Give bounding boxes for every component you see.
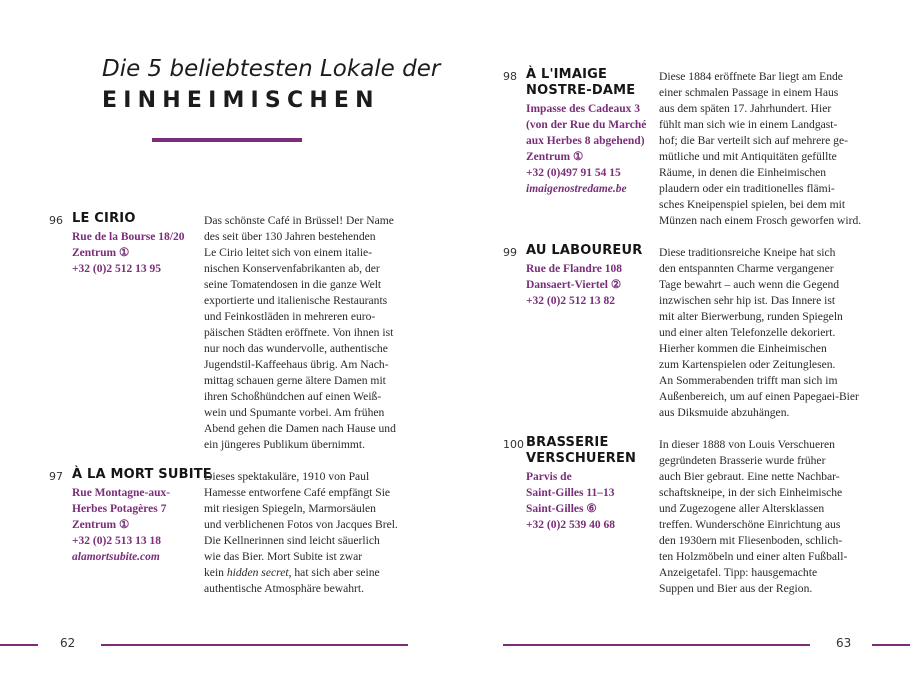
entry-description [659, 437, 847, 597]
desc-line: wein und Spumante vorbei. Am frühen [204, 406, 385, 419]
entry-name-line: NOSTRE-DAME [526, 83, 636, 98]
district-line: Saint-Gilles ⑥ [526, 503, 597, 515]
page-heading-line2: EINHEIMISCHEN [102, 88, 380, 113]
district-line: Zentrum ① [526, 151, 584, 163]
desc-line: Außenbereich, um auf einen Papegaei-Bier [659, 390, 859, 403]
desc-line: fühlt man sich wie in einem Landgast- [659, 118, 838, 131]
desc-italic-text: hidden secret [226, 566, 289, 579]
address-line: Impasse des Cadeaux 3 [526, 103, 641, 115]
desc-line: An Sommerabenden trifft man sich im [659, 374, 838, 387]
entry-description [204, 213, 396, 453]
desc-line: ein jüngeres Publikum übernimmt. [204, 438, 366, 451]
desc-line: den entspannten Charme vergangener [659, 262, 834, 275]
desc-line: schaftskneipe, in der sich Einheimische [659, 486, 843, 499]
entry-name-line: BRASSERIE [526, 435, 609, 450]
desc-line: Münzen nach einem Frosch geworfen wird. [659, 214, 862, 227]
desc-line: mittag schauen gerne ältere Damen mit [204, 374, 386, 387]
entry-name [526, 67, 635, 99]
desc-line: mit riesigen Spiegeln, Marmorsäulen [204, 502, 376, 515]
address-line: Rue Montagne-aux- [72, 487, 171, 499]
desc-line: gegründeten Brasserie wurde früher [659, 454, 826, 467]
address-line: Saint-Gilles 11–13 [526, 487, 615, 499]
desc-line: Hierher kommen die Einheimischen [659, 342, 827, 355]
desc-line: exportierte und italienische Restaurants [204, 294, 388, 307]
desc-text: , hat sich aber seine [288, 566, 380, 579]
right-page-number: 63 [836, 636, 852, 650]
phone-line: +32 (0)497 91 54 15 [526, 167, 621, 179]
desc-line: Abend gehen die Damen nach Hause und [204, 422, 396, 435]
desc-line: Dieses spektakuläre, 1910 von Paul [204, 470, 370, 483]
desc-line: Hamesse entworfene Café empfängt Sie [204, 486, 391, 499]
desc-text: kein [204, 566, 227, 579]
left-page-number: 62 [60, 636, 76, 650]
desc-line: päischen Städten eröffnete. Von ihnen ist [204, 326, 394, 339]
entry-address [72, 229, 184, 277]
page-heading-line1: Die 5 beliebtesten Lokale der [102, 56, 441, 82]
entry-name-line: VERSCHUEREN [526, 451, 637, 466]
desc-line: aus dem späten 17. Jahrhundert. Hier [659, 102, 832, 115]
phone-line: +32 (0)2 512 13 95 [72, 263, 161, 275]
entry-description [659, 69, 861, 229]
desc-line: auch Bier gebraut. Eine nette Nachbar- [659, 470, 840, 483]
address-line: Herbes Potagères 7 [72, 503, 167, 515]
desc-line: Diese 1884 eröffnete Bar liegt am Ende [659, 70, 843, 83]
desc-line: einer schmalen Passage in einem Haus [659, 86, 839, 99]
phone-line: +32 (0)2 512 13 82 [526, 295, 615, 307]
desc-line: Die Kellnerinnen sind leicht säuerlich [204, 534, 380, 547]
desc-line: plaudern oder ein traditionelles flämi- [659, 182, 835, 195]
desc-line: hof; die Bar verteilt sich auf mehrere ge- [659, 134, 848, 147]
address-line: Rue de Flandre 108 [526, 263, 622, 275]
desc-line: Anzeigetafel. Tipp: hausgemachte [659, 566, 818, 579]
desc-line: mit alter Bierwerbung, runden Spiegeln [659, 310, 843, 323]
desc-line: und einer alten Telefonzelle dekoriert. [659, 326, 836, 339]
footer-rule [0, 644, 38, 646]
entry-name: AU LABOUREUR [526, 243, 643, 258]
district-line: Dansaert-Viertel ② [526, 279, 622, 291]
desc-line: ten Holzmöbeln und einer alten Fußball- [659, 550, 848, 563]
district-line: Zentrum ① [72, 519, 130, 531]
desc-line: Tage bewahrt – auch wenn die Gegend [659, 278, 840, 291]
desc-line: nur noch das wundervolle, authentische [204, 342, 388, 355]
entry-number: 100 [503, 438, 524, 451]
desc-line: und Zugezogene aller Altersklassen [659, 502, 825, 515]
desc-line [204, 565, 398, 581]
desc-line: mütliche und mit Antiquitäten gefüllte [659, 150, 837, 163]
desc-line: Suppen und Bier aus der Region. [659, 582, 813, 595]
desc-line: des seit über 130 Jahren bestehenden [204, 230, 376, 243]
entry-address [526, 469, 615, 533]
website-link[interactable]: imaigenostredame.be [526, 183, 627, 195]
phone-line: +32 (0)2 539 40 68 [526, 519, 615, 531]
entry-number: 96 [49, 214, 63, 227]
address-line: (von der Rue du Marché [526, 119, 647, 131]
entry-name: À LA MORT SUBITE [72, 467, 212, 482]
entry-number: 98 [503, 70, 517, 83]
address-line: aux Herbes 8 abgehend) [526, 135, 645, 147]
footer-rule [503, 644, 810, 646]
desc-line: Das schönste Café in Brüssel! Der Name [204, 214, 394, 227]
desc-line: treffen. Wunderschöne Einrichtung aus [659, 518, 841, 531]
address-line: Rue de la Bourse 18/20 [72, 231, 185, 243]
entry-description [204, 469, 398, 597]
desc-line: und verblichenen Fotos von Jacques Brel. [204, 518, 398, 531]
entry-name-line: À L'IMAIGE [526, 67, 608, 82]
desc-line: Räume, in denen die Einheimischen [659, 166, 827, 179]
desc-line: Le Cirio leitet sich von einem italie- [204, 246, 373, 259]
desc-line: Jugendstil-Kaffeehaus übrig. Am Nach- [204, 358, 389, 371]
entry-address [72, 485, 170, 565]
footer-rule [101, 644, 408, 646]
heading-underline [152, 138, 302, 142]
website-link[interactable]: alamortsubite.com [72, 551, 160, 563]
entry-description [659, 245, 859, 421]
district-line: Zentrum ① [72, 247, 130, 259]
desc-line: inzwischen sehr hip ist. Das Innere ist [659, 294, 836, 307]
desc-line: den 1930ern mit Fliesenboden, schlich- [659, 534, 843, 547]
footer-rule [872, 644, 910, 646]
phone-line: +32 (0)2 513 13 18 [72, 535, 161, 547]
desc-line: authentische Atmosphäre bewahrt. [204, 582, 365, 595]
desc-line: und Feinkostläden in mehreren euro- [204, 310, 376, 323]
desc-line: aus Diksmuide abzuhängen. [659, 406, 790, 419]
entry-address [526, 101, 646, 197]
entry-address [526, 261, 622, 309]
desc-line: wie das Bier. Mort Subite ist zwar [204, 550, 363, 563]
entry-number: 99 [503, 246, 517, 259]
desc-line: Diese traditionsreiche Kneipe hat sich [659, 246, 836, 259]
desc-line: nischen Konservenfabrikanten ab, der [204, 262, 380, 275]
desc-line: In dieser 1888 von Louis Verschueren [659, 438, 835, 451]
desc-line: zum Kartenspielen oder Zeitunglesen. [659, 358, 836, 371]
entry-name [526, 435, 636, 467]
entry-number: 97 [49, 470, 63, 483]
address-line: Parvis de [526, 471, 572, 483]
desc-line: ihren Schoßhündchen auf einen Weiß- [204, 390, 382, 403]
desc-line: seine Tomatendosen in die ganze Welt [204, 278, 382, 291]
entry-name: LE CIRIO [72, 211, 136, 226]
desc-line: sches Kneipenspiel spielen, bei dem mit [659, 198, 846, 211]
